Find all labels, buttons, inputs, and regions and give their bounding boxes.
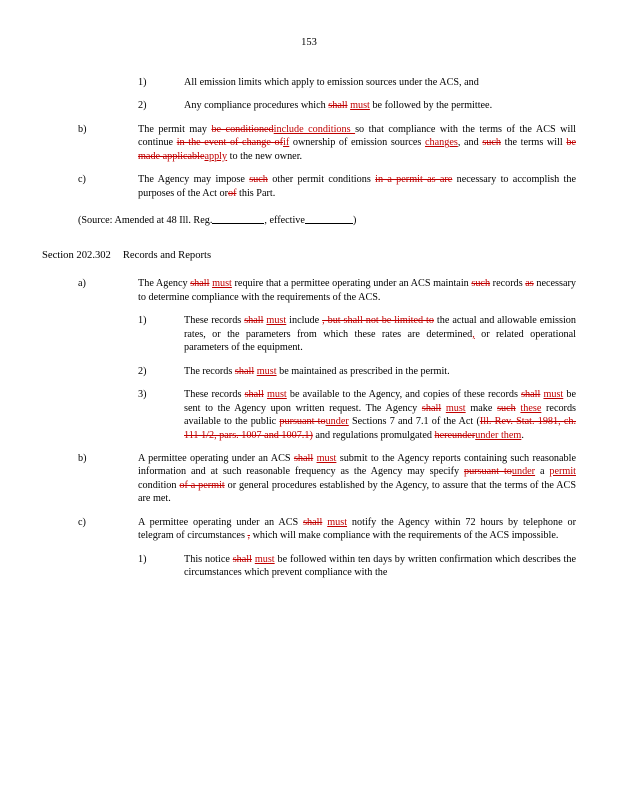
source-blank-two [305, 214, 353, 224]
item-a2-records-maintained-text [184, 365, 576, 378]
item-a2-records-maintained-run-1: shall [234, 365, 255, 377]
item-a3-records-available-run-11: must [445, 402, 466, 414]
item-c-permittee-notify-run-3: must [327, 516, 348, 528]
item-c-agency-impose-run-5: of [227, 187, 237, 199]
item-b-permit-conditioned-run-0: The permit may [138, 123, 212, 135]
section-label: Section 202.302 [42, 250, 111, 262]
item-a3-records-available-run-17: pursuant to [279, 416, 326, 428]
item-a1-records-include-run-7: , [472, 328, 475, 340]
item-b-permit-conditioned-run-8: , and [457, 137, 483, 149]
item-b-permittee-reports-run-0: A permittee operating under an ACS [138, 452, 294, 464]
item-a3-records-available-run-9: shall [421, 402, 442, 414]
item-c-agency-impose-run-2: other permit conditions [267, 174, 376, 186]
item-a3-records-available-run-18: under [325, 416, 349, 428]
item-b-permittee-reports-run-11: or general procedures established by the Agency, to assure that the terms of the ACS are met. [138, 479, 576, 505]
item-a-agency-require-records-run-0: The Agency [138, 278, 191, 290]
item-b-permittee-reports-run-5: pursuant to [463, 466, 512, 478]
item-c1-notice-followed-run-4: be followed within ten days by written confirmation which describes the circumstances which prevent compliance with the [184, 553, 576, 579]
item-c1-notice-followed-run-3: must [254, 553, 275, 565]
item-a3-records-available-run-13: such [497, 402, 516, 414]
item-b-permittee-reports-run-4: submit to the Agency reports containing such reasonable information and at such reasonable frequency as the Agency may specify [138, 452, 576, 478]
item-b-permit-conditioned-run-7: changes [425, 137, 458, 149]
item-c-agency-impose-run-3: in a permit as are [375, 174, 453, 186]
item-b-permittee-reports-run-9: condition [138, 479, 180, 491]
section-heading [42, 249, 576, 263]
item-a1-records-include-run-5: , but shall not be limited to [322, 315, 434, 327]
item-a3-records-available-run-21: and regulations promulgated [312, 429, 435, 441]
item-a3-records-available-run-15: these [520, 402, 542, 414]
item-a-agency-require-records-run-1: shall [190, 278, 210, 290]
item-a3-records-available-run-5: shall [521, 389, 541, 401]
item-b-permit-conditioned-run-10: the terms will [501, 137, 567, 149]
item-b-permittee-reports-run-6: under [511, 466, 536, 478]
item-b-permit-conditioned-run-1: be conditioned [211, 123, 274, 135]
item-c-agency-impose [78, 173, 576, 200]
item-b-permit-conditioned [78, 123, 576, 163]
item-a3-records-available-marker: 3) [138, 389, 147, 401]
item-a-agency-require-records-text [138, 277, 576, 304]
item-c-agency-impose-run-4: necessary to accomplish the purposes of the Act or [138, 174, 576, 199]
item-a1-records-include-run-4: include [286, 315, 323, 327]
item-a3-records-available-text [184, 388, 576, 442]
item-a2-records-maintained-run-4: be maintained as prescribed in the permit. [276, 365, 450, 377]
item-1-emission-limits [138, 76, 576, 89]
item-a1-records-include-run-6: the actual and allowable emission rates, or the parameters from which these rates are determined [184, 315, 576, 340]
item-2-compliance-procedures-run-3: must [350, 100, 370, 112]
item-1-emission-limits-marker: 1) [138, 76, 147, 88]
item-c-permittee-notify [78, 516, 576, 543]
item-a3-records-available-run-19: Sections 7 and 7.1 of the Act ( [348, 416, 480, 428]
source-blank-one [212, 214, 264, 224]
item-b-permit-conditioned-marker: b) [78, 123, 87, 135]
item-a2-records-maintained-marker: 2) [138, 365, 147, 377]
item-a2-records-maintained-run-3: must [256, 365, 277, 377]
item-b-permit-conditioned-run-13: to the new owner. [227, 150, 303, 162]
content-part-one [42, 76, 576, 200]
source-note-prefix: (Source: Amended at 48 Ill. Reg. [78, 215, 213, 227]
item-2-compliance-procedures-run-0: Any compliance procedures which [184, 100, 329, 112]
item-c-agency-impose-run-6: this Part. [236, 187, 276, 199]
source-note-suffix: ) [352, 215, 357, 227]
item-a2-records-maintained-run-0: The records [184, 365, 235, 377]
item-a1-records-include [138, 314, 576, 354]
item-a3-records-available-run-24: . [521, 429, 524, 441]
source-note-middle: , effective [264, 215, 305, 227]
item-a-agency-require-records-run-4: require that a permittee operating under an ACS maintain [231, 278, 472, 290]
item-b-permit-conditioned-run-12: apply [204, 150, 228, 162]
item-c-agency-impose-marker: c) [78, 174, 86, 186]
item-c-permittee-notify-run-1: shall [303, 516, 323, 528]
item-b-permittee-reports-marker: b) [78, 452, 87, 464]
item-b-permittee-reports-text [138, 452, 576, 506]
item-b-permittee-reports [78, 452, 576, 506]
item-c1-notice-followed [138, 553, 576, 580]
item-a3-records-available-run-3: must [266, 389, 287, 401]
item-1-emission-limits-run-0: All emission limits which apply to emission sources under the ACS, and [184, 76, 479, 88]
item-b-permittee-reports-run-1: shall [293, 452, 314, 464]
item-b-permittee-reports-run-10: of a permit [179, 479, 225, 491]
item-a1-records-include-run-3: must [266, 315, 287, 327]
item-c-agency-impose-text [138, 173, 576, 200]
item-a3-records-available-run-0: These records [184, 389, 245, 401]
item-c-permittee-notify-run-6: which will make compliance with the requirements of the ACS impossible. [250, 530, 559, 542]
item-a1-records-include-text [184, 314, 576, 354]
item-c1-notice-followed-run-0: This notice [184, 553, 233, 565]
content-part-two [42, 277, 576, 579]
item-a3-records-available [138, 388, 576, 442]
item-a-agency-require-records-run-8: necessary to determine compliance with the requirements of the ACS. [138, 278, 576, 303]
item-c1-notice-followed-run-1: shall [232, 553, 252, 565]
item-a3-records-available-run-12: make [465, 402, 498, 414]
item-a-agency-require-records-run-7: as [525, 278, 534, 290]
item-a-agency-require-records-run-3: must [212, 278, 232, 290]
item-c1-notice-followed-text [184, 553, 576, 580]
item-b-permit-conditioned-run-2: include conditions [273, 123, 356, 135]
item-b-permit-conditioned-run-9: such [482, 137, 501, 149]
item-c1-notice-followed-marker: 1) [138, 553, 147, 565]
item-a3-records-available-run-1: shall [244, 389, 264, 401]
item-2-compliance-procedures-text [184, 99, 576, 112]
item-a3-records-available-run-7: must [543, 389, 564, 401]
item-c-permittee-notify-run-0: A permittee operating under an ACS [138, 516, 304, 528]
item-a1-records-include-run-1: shall [244, 315, 264, 327]
item-a3-records-available-run-8: be sent to the Agency upon written request. The Agency [184, 389, 577, 414]
item-c-permittee-notify-marker: c) [78, 516, 86, 528]
item-b-permittee-reports-run-3: must [316, 452, 337, 464]
item-b-permit-conditioned-run-11: be made applicable [138, 137, 576, 162]
item-b-permittee-reports-run-7: a [535, 466, 550, 478]
item-b-permit-conditioned-run-4: in the event of change of [176, 137, 284, 149]
item-c-permittee-notify-run-4: notify the Agency within 72 hours by telephone or telegram of circumstances [138, 516, 576, 542]
item-a-agency-require-records-marker: a) [78, 278, 86, 290]
item-1-emission-limits-text [184, 76, 576, 89]
item-c-permittee-notify-run-5: , [247, 530, 251, 542]
item-2-compliance-procedures [138, 99, 576, 112]
page-number: 153 [301, 37, 317, 48]
section-title: Records and Reports [122, 250, 212, 262]
item-c-agency-impose-run-0: The Agency may impose [138, 174, 250, 186]
item-a2-records-maintained [138, 365, 576, 378]
item-a-agency-require-records-run-6: records [490, 278, 526, 290]
item-c-permittee-notify-text [138, 516, 576, 543]
item-2-compliance-procedures-run-1: shall [328, 100, 348, 112]
item-2-compliance-procedures-marker: 2) [138, 100, 147, 112]
item-b-permittee-reports-run-8: permit [549, 466, 576, 478]
item-a-agency-require-records [78, 277, 576, 304]
item-a-agency-require-records-run-5: such [471, 278, 491, 290]
item-a3-records-available-run-23: under them [475, 429, 522, 441]
source-note [78, 214, 576, 227]
item-a3-records-available-run-4: be available to the Agency, and copies of these records [286, 389, 522, 401]
item-c-agency-impose-run-1: such [249, 174, 268, 186]
item-2-compliance-procedures-run-4: be followed by the permittee. [369, 100, 493, 112]
item-b-permit-conditioned-run-6: ownership of emission sources [289, 137, 426, 149]
item-a3-records-available-run-22: hereunder [434, 429, 476, 441]
item-b-permit-conditioned-text [138, 123, 576, 163]
item-b-permit-conditioned-run-5: if [283, 137, 290, 149]
item-a3-records-available-run-20: Ill. Rev. Stat. 1981, ch. 111 1/2, pars. 1007 and 1007.1) [184, 416, 577, 441]
item-a3-records-available-run-16: records available to the public [184, 402, 577, 428]
item-a1-records-include-run-0: These records [184, 315, 245, 327]
item-b-permit-conditioned-run-3: so that compliance with the terms of the ACS will continue [138, 123, 576, 149]
item-a1-records-include-run-8: or related operational parameters of the equipment. [184, 328, 576, 354]
item-a1-records-include-marker: 1) [138, 315, 147, 327]
